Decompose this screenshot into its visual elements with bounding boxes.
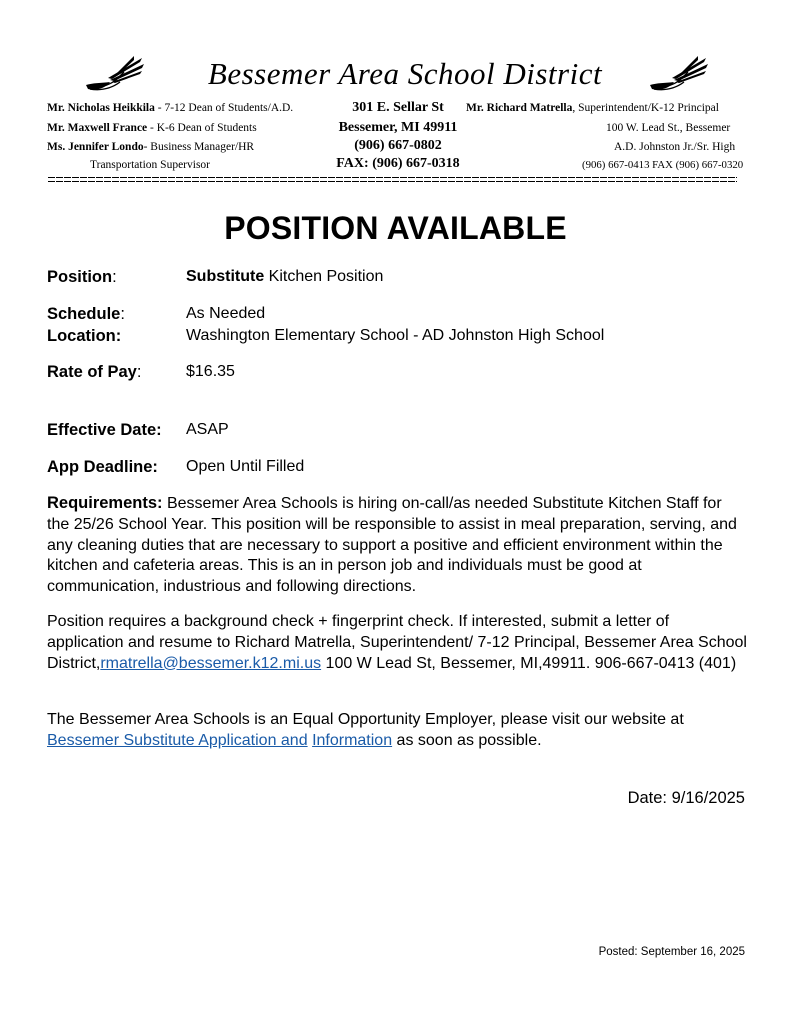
- right-school: A.D. Johnston Jr./Sr. High: [614, 141, 736, 153]
- staff-londo: Ms. Jennifer Londo- Business Manager/HR: [47, 141, 255, 153]
- schedule-value: As Needed: [186, 305, 266, 322]
- document-date: Date: 9/16/2025: [627, 789, 745, 807]
- schedule-label: Schedule:: [47, 305, 125, 323]
- location-label: Location:: [47, 327, 122, 345]
- district-street: 301 E. Sellar St: [352, 100, 444, 115]
- staff-londo-role2: Transportation Supervisor: [90, 159, 211, 171]
- position-value: Substitute Kitchen Position: [186, 268, 384, 285]
- winged-foot-logo-icon: [646, 52, 710, 94]
- district-fax: FAX: (906) 667-0318: [336, 156, 460, 171]
- information-link[interactable]: Information: [312, 731, 393, 749]
- rate-value: $16.35: [186, 363, 235, 380]
- rule-dash-pattern: [47, 176, 737, 183]
- staff-matrella: Mr. Richard Matrella, Superintendent/K-12 Principal: [466, 102, 719, 114]
- position-label: Position:: [47, 268, 117, 286]
- effective-date-label: Effective Date:: [47, 421, 162, 439]
- substitute-application-link[interactable]: Bessemer Substitute Application and: [47, 731, 308, 749]
- winged-foot-logo-icon: [82, 52, 146, 94]
- rate-label: Rate of Pay:: [47, 363, 142, 381]
- staff-france: Mr. Maxwell France - K-6 Dean of Students: [47, 122, 257, 134]
- right-phones: (906) 667-0413 FAX (906) 667-0320: [582, 159, 744, 171]
- right-address: 100 W. Lead St., Bessemer: [606, 122, 731, 134]
- requirements-paragraph: Requirements: Bessemer Area Schools is hiring on-call/as needed Substitute Kitchen Staff for the 25/26 School Year. This position will be responsible to assist in meal preparation, serving, and any cleaning duties that are necessary to support a positive and efficient environment within the kitchen and cafeteria areas. This is an in person job and individuals must be good at communication, industrious and following directions.: [47, 494, 737, 596]
- application-paragraph: Position requires a background check + fingerprint check. If interested, submit a letter of application and resume to Richard Matrella, Superintendent/ 7-12 Principal, Bessemer Area School District,rmatrella@bessemer.k12.mi.us 100 W Lead St, Bessemer, MI,49911. 906-667-0413 (401): [47, 613, 747, 672]
- district-name: Bessemer Area School District: [207, 56, 603, 91]
- district-phone: (906) 667-0802: [354, 138, 442, 153]
- eeo-paragraph: The Bessemer Area Schools is an Equal Opportunity Employer, please visit our website at Bessemer Substitute Application and Information as soon as possible.: [47, 711, 684, 749]
- page-title: POSITION AVAILABLE: [224, 210, 567, 246]
- posted-date: Posted: September 16, 2025: [598, 946, 745, 958]
- location-value: Washington Elementary School - AD Johnston High School: [186, 327, 605, 344]
- email-link[interactable]: rmatrella@bessemer.k12.mi.us: [100, 654, 322, 672]
- deadline-value: Open Until Filled: [186, 458, 305, 475]
- district-city: Bessemer, MI 49911: [338, 120, 458, 135]
- deadline-label: App Deadline:: [47, 458, 158, 476]
- staff-heikkila: Mr. Nicholas Heikkila - 7-12 Dean of Students/A.D.: [47, 102, 294, 114]
- effective-date-value: ASAP: [186, 421, 229, 438]
